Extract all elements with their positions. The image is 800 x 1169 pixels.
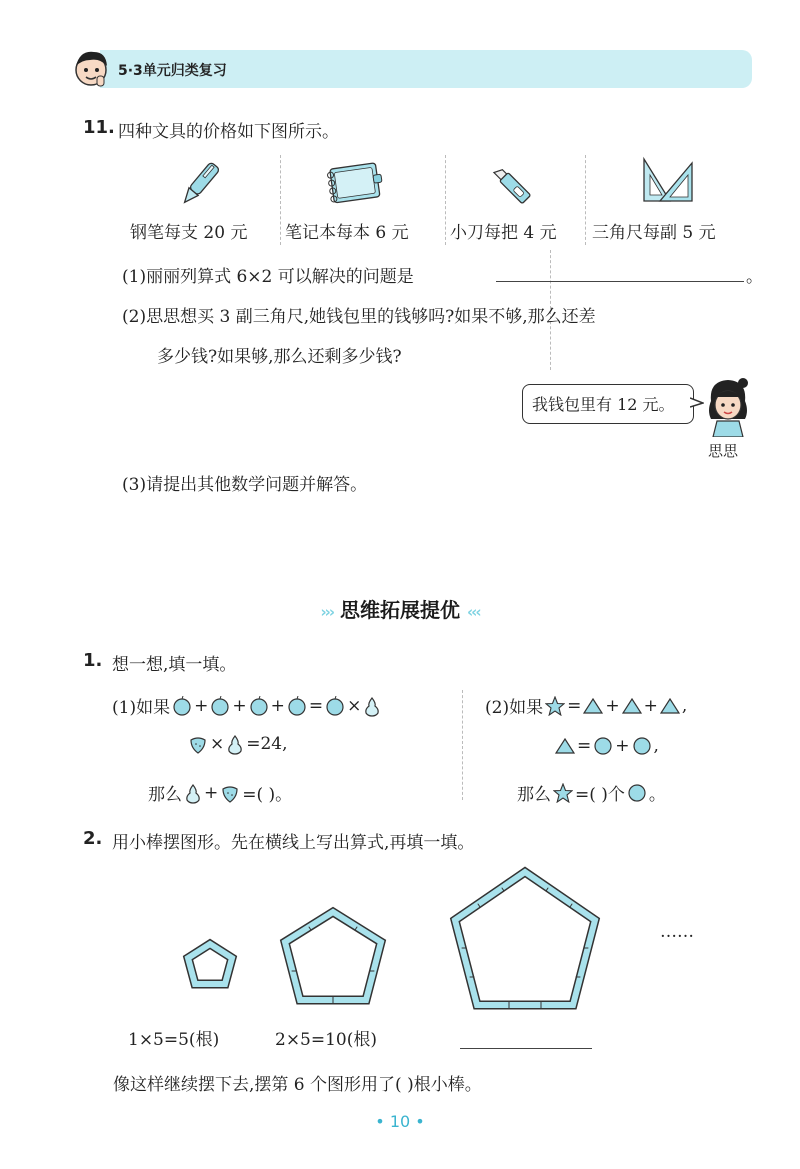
girl-name: 思思 <box>708 442 739 460</box>
exercise-number: 1. <box>83 650 103 671</box>
equation-2: 2×5=10(根) <box>275 1030 378 1050</box>
answer-blank-a[interactable]: =( )。 <box>242 785 293 805</box>
pear-icon <box>184 782 202 804</box>
exercise-stem: 想一想,填一填。 <box>112 655 237 675</box>
pentagon-sticks-figure <box>150 860 630 1020</box>
pen-icon <box>175 158 225 210</box>
star-icon <box>545 696 565 716</box>
circle-icon <box>593 736 613 756</box>
pear-icon <box>226 733 244 755</box>
boy-mascot-icon <box>70 46 112 90</box>
apple-icon <box>172 696 192 716</box>
circle-icon <box>632 736 652 756</box>
divider <box>585 155 586 245</box>
chevron-left-icon: ‹‹‹ <box>466 603 480 621</box>
exercise-stem: 用小棒摆图形。先在横线上写出算式,再填一填。 <box>112 833 475 853</box>
item-price-set-square: 三角尺每副 5 元 <box>592 223 716 243</box>
ellipsis: …… <box>660 922 694 942</box>
apple-icon <box>249 696 269 716</box>
part-b-line-2: = + , <box>555 736 659 756</box>
part-a-line-2: × =24, <box>188 733 288 755</box>
part-a-line-1: (1)如果 + + + = × <box>112 693 381 718</box>
chevron-right-icon: ››› <box>320 603 334 621</box>
triangle-icon <box>622 697 642 715</box>
part-b-line-3: 那么 =( )个 。 <box>517 780 666 805</box>
part-a-label: (1)如果 <box>112 698 171 718</box>
section-title <box>250 594 550 623</box>
knife-icon <box>490 163 536 209</box>
circle-icon <box>627 783 647 803</box>
item-price-notebook: 笔记本每本 6 元 <box>285 223 409 243</box>
answer-blank-1[interactable] <box>496 281 744 282</box>
part-1-end: 。 <box>746 267 763 287</box>
last-question: 像这样继续摆下去,摆第 6 个图形用了( )根小棒。 <box>113 1075 482 1095</box>
set-square-icon <box>640 155 696 205</box>
question-stem: 四种文具的价格如下图所示。 <box>118 122 339 142</box>
part-b-label: (2)如果 <box>485 698 544 718</box>
part-2-line-1: (2)思思想买 3 副三角尺,她钱包里的钱够吗?如果不够,那么还差 <box>122 307 596 327</box>
triangle-icon <box>555 737 575 755</box>
triangle-icon <box>583 697 603 715</box>
star-icon <box>553 783 573 803</box>
strawberry-icon <box>220 783 240 803</box>
apple-icon <box>210 696 230 716</box>
header-title: 5·3单元归类复习 <box>118 63 227 79</box>
girl-sisi-icon <box>703 375 753 437</box>
divider <box>445 155 446 245</box>
section-title-text: 思维拓展提优 <box>340 598 460 622</box>
pear-icon <box>363 695 381 717</box>
bubble-text: 我钱包里有 12 元。 <box>532 395 675 414</box>
triangle-icon <box>660 697 680 715</box>
part-1-text: (1)丽丽列算式 6×2 可以解决的问题是 <box>122 267 414 287</box>
notebook-icon <box>322 160 386 208</box>
part-b-line-1: (2)如果 = + + , <box>485 693 687 718</box>
item-price-pen: 钢笔每支 20 元 <box>130 223 248 243</box>
apple-icon <box>325 696 345 716</box>
question-number: 11. <box>83 117 115 138</box>
strawberry-icon <box>188 734 208 754</box>
answer-blank-equation-3[interactable] <box>460 1048 592 1049</box>
page-number: • 10 • <box>375 1112 425 1131</box>
part-3-text: (3)请提出其他数学问题并解答。 <box>122 475 368 495</box>
divider <box>280 155 281 245</box>
answer-blank-b[interactable]: =( )个 <box>575 785 625 805</box>
item-price-knife: 小刀每把 4 元 <box>450 223 557 243</box>
divider <box>462 690 463 800</box>
equation-1: 1×5=5(根) <box>128 1030 220 1050</box>
part-2-line-2: 多少钱?如果够,那么还剩多少钱? <box>157 347 402 367</box>
exercise-number: 2. <box>83 828 103 849</box>
part-a-line-3: 那么 + =( )。 <box>148 780 292 805</box>
apple-icon <box>287 696 307 716</box>
bubble-tail-icon <box>690 396 704 410</box>
